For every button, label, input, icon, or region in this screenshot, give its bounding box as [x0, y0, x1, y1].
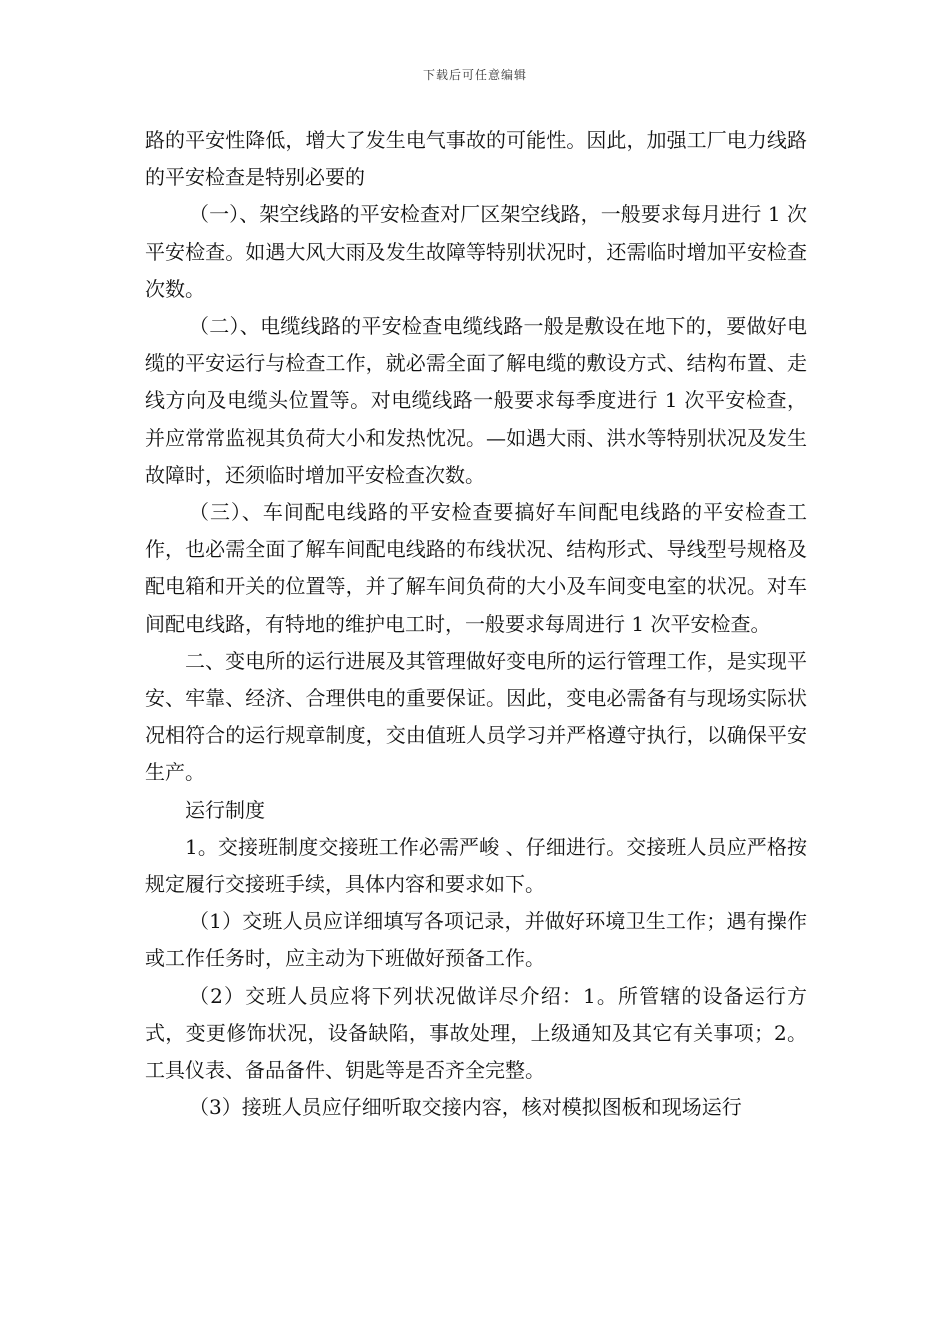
- paragraph-handover-item-2: （2）交班人员应将下列状况做详尽介绍：1。所管辖的设备运行方式，变更修饰状况，设备缺陷，事故处理，上级通知及其它有关事项；2。工具仪表、备品备件、钥匙等是否齐全完整。: [145, 983, 807, 1083]
- paragraph-handover-item-1: （1）交班人员应详细填写各项记录，并做好环境卫生工作；遇有操作或工作任务时，应主动为下班做好预备工作。: [145, 909, 807, 971]
- paragraph-overhead-line-inspection: （一）、架空线路的平安检查对厂区架空线路，一般要求每月进行 1 次平安检查。如遇大风大雨及发生故障等特别状况时，还需临时增加平安检查次数。: [145, 202, 807, 301]
- document-body: [145, 122, 807, 1126]
- page-header-note: 下载后可任意编辑: [422, 68, 527, 82]
- paragraph-cable-line-inspection: （二）、电缆线路的平安检查电缆线路一般是敷设在地下的，要做好电缆的平安运行与检查工作，就必需全面了解电缆的敷设方式、结构布置、走线方向及电缆头位置等。对电缆线路一般要求每季度进行 1 次平安检查，并应常常监视其负荷大小和发热忱况。—如遇大雨、洪水等特别状况及发生故障时，还须临时增加平安检查次数。: [145, 314, 807, 487]
- paragraph-continuation: 路的平安性降低，增大了发生电气事故的可能性。因此，加强工厂电力线路的平安检查是特别必要的: [145, 128, 807, 190]
- paragraph-workshop-line-inspection: （三）、车间配电线路的平安检查要搞好车间配电线路的平安检查工作，也必需全面了解车间配电线路的布线状况、结构形式、导线型号规格及配电箱和开关的位置等，并了解车间负荷的大小及车间变电室的状况。对车间配电线路，有特地的维护电工时，一般要求每周进行 1 次平安检查。: [145, 500, 807, 636]
- paragraph-shift-handover: 1。交接班制度交接班工作必需严峻 、仔细进行。交接班人员应严格按规定履行交接班手续，具体内容和要求如下。: [145, 834, 807, 897]
- paragraph-substation-management: 二、变电所的运行进展及其管理做好变电所的运行管理工作，是实现平安、牢靠、经济、合理供电的重要保证。因此，变电必需备有与现场实际状况相符合的运行规章制度，交由值班人员学习并严格遵守执行，以确保平安生产。: [145, 648, 807, 785]
- section-heading-operation-rules: 运行制度: [185, 797, 265, 822]
- paragraph-handover-item-3: （3）接班人员应仔细听取交接内容，核对模拟图板和现场运行: [189, 1095, 742, 1120]
